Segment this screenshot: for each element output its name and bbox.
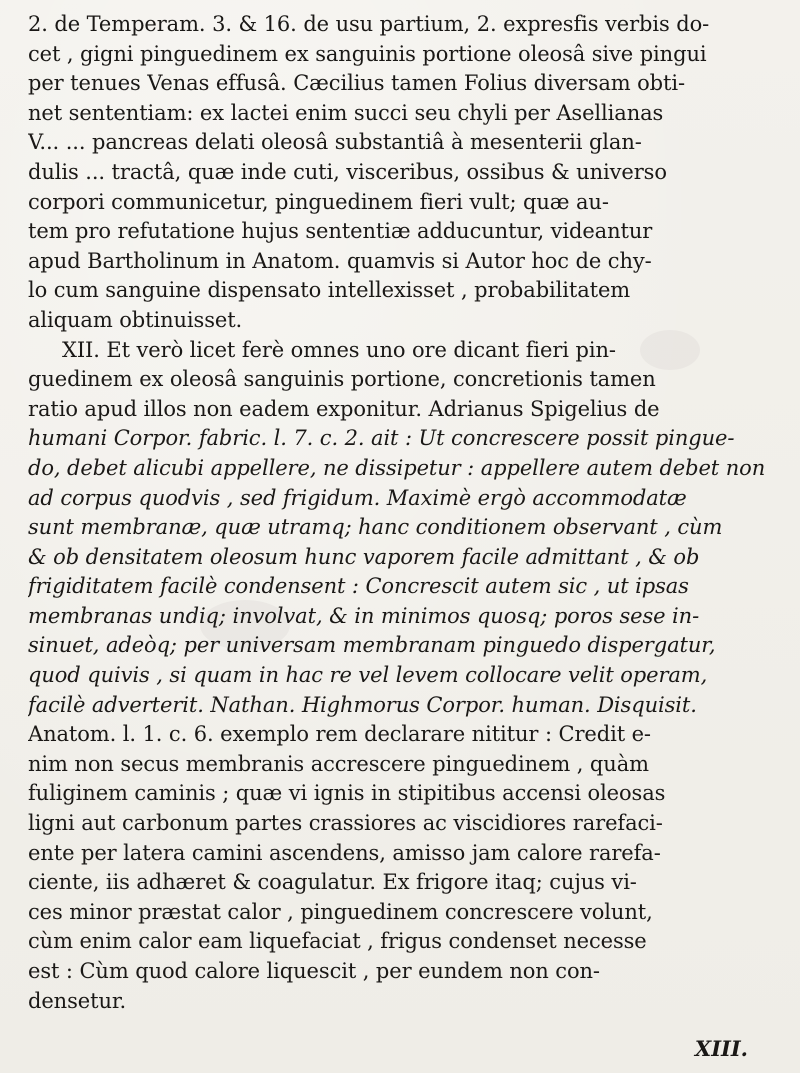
text-line: corpori communicetur, pinguedinem fieri vult; quæ au- <box>28 189 609 214</box>
text-line: aliquam obtinuisset. <box>28 307 243 332</box>
text-line: lo cum sanguine dispensato intellexisset , probabilitatem <box>28 278 631 303</box>
text-line: do, debet alicubi appellere, ne dissipetur : appellere autem debet non <box>28 455 766 480</box>
text-line: cùm enim calor eam liquefaciat , frigus condenset necesse <box>28 929 647 954</box>
text-line: ente per latera camini ascendens, amisso jam calore rarefa- <box>28 840 661 865</box>
text-line: net sententiam: ex lactei enim succi seu chyli per Asellianas <box>28 100 664 125</box>
text-line: densetur. <box>28 988 127 1013</box>
text-line: per tenues Venas effusâ. Cæcilius tamen Folius diversam obti- <box>28 71 685 96</box>
text-line: apud Bartholinum in Anatom. quamvis si Autor hoc de chy- <box>28 248 652 273</box>
text-line: 2. de Temperam. 3. & 16. de usu partium, 2. expresfis verbis do- <box>28 12 710 36</box>
text-line: V... ... pancreas delati oleosâ substantiâ à mesenterii glan- <box>28 130 642 155</box>
catchword: XIII. <box>694 1036 748 1061</box>
text-line: frigiditatem facilè condensent : Concrescit autem sic , ut ipsas <box>28 574 689 599</box>
text-line: membranas undiq; involvat, & in minimos quosq; poros sese in- <box>28 603 700 628</box>
text-line: ratio apud illos non eadem exponitur. Adrianus Spigelius de <box>28 396 660 421</box>
text-line: & ob densitatem oleosum hunc vaporem facile admittant , & ob <box>28 544 700 569</box>
text-line: est : Cùm quod calore liquescit , per eundem non con- <box>28 959 600 983</box>
text-line: sinuet, adeòq; per universam membranam pinguedo dispergatur, <box>28 633 716 658</box>
text-line: ligni aut carbonum partes crassiores ac viscidiores rarefaci- <box>28 811 663 836</box>
text-line: facilè adverterit. Nathan. Highmorus Corpor. human. Disquisit. <box>28 692 697 717</box>
text-line: tem pro refutatione hujus sententiæ adducuntur, videantur <box>28 219 653 244</box>
section-start-line: XII. Et verò licet ferè omnes uno ore dicant fieri pin- <box>62 337 616 362</box>
text-line: fuliginem caminis ; quæ vi ignis in stipitibus accensi oleosas <box>28 781 666 806</box>
body-text <box>28 10 784 1016</box>
text-line: quod quivis , si quam in hac re vel levem collocare velit operam, <box>28 663 708 688</box>
text-line: Anatom. l. 1. c. 6. exemplo rem declarare nititur : Credit e- <box>28 722 651 747</box>
text-line: guedinem ex oleosâ sanguinis portione, concretionis tamen <box>28 367 656 392</box>
text-line: sunt membranæ, quæ utramq; hanc conditionem observant , cùm <box>28 515 723 540</box>
text-line: cet , gigni pinguedinem ex sanguinis portione oleosâ sive pingui <box>28 41 707 66</box>
text-line: ciente, iis adhæret & coagulatur. Ex frigore itaq; cujus vi- <box>28 870 637 895</box>
text-line: ad corpus quodvis , sed frigidum. Maximè ergò accommodatæ <box>28 485 687 510</box>
text-line: nim non secus membranis accrescere pinguedinem , quàm <box>28 751 649 776</box>
text-line: dulis ... tractâ, quæ inde cuti, visceribus, ossibus & universo <box>28 159 667 184</box>
text-line: humani Corpor. fabric. l. 7. c. 2. ait : Ut concrescere possit pingue- <box>28 426 735 451</box>
text-line: ces minor præstat calor , pinguedinem concrescere volunt, <box>28 899 653 924</box>
